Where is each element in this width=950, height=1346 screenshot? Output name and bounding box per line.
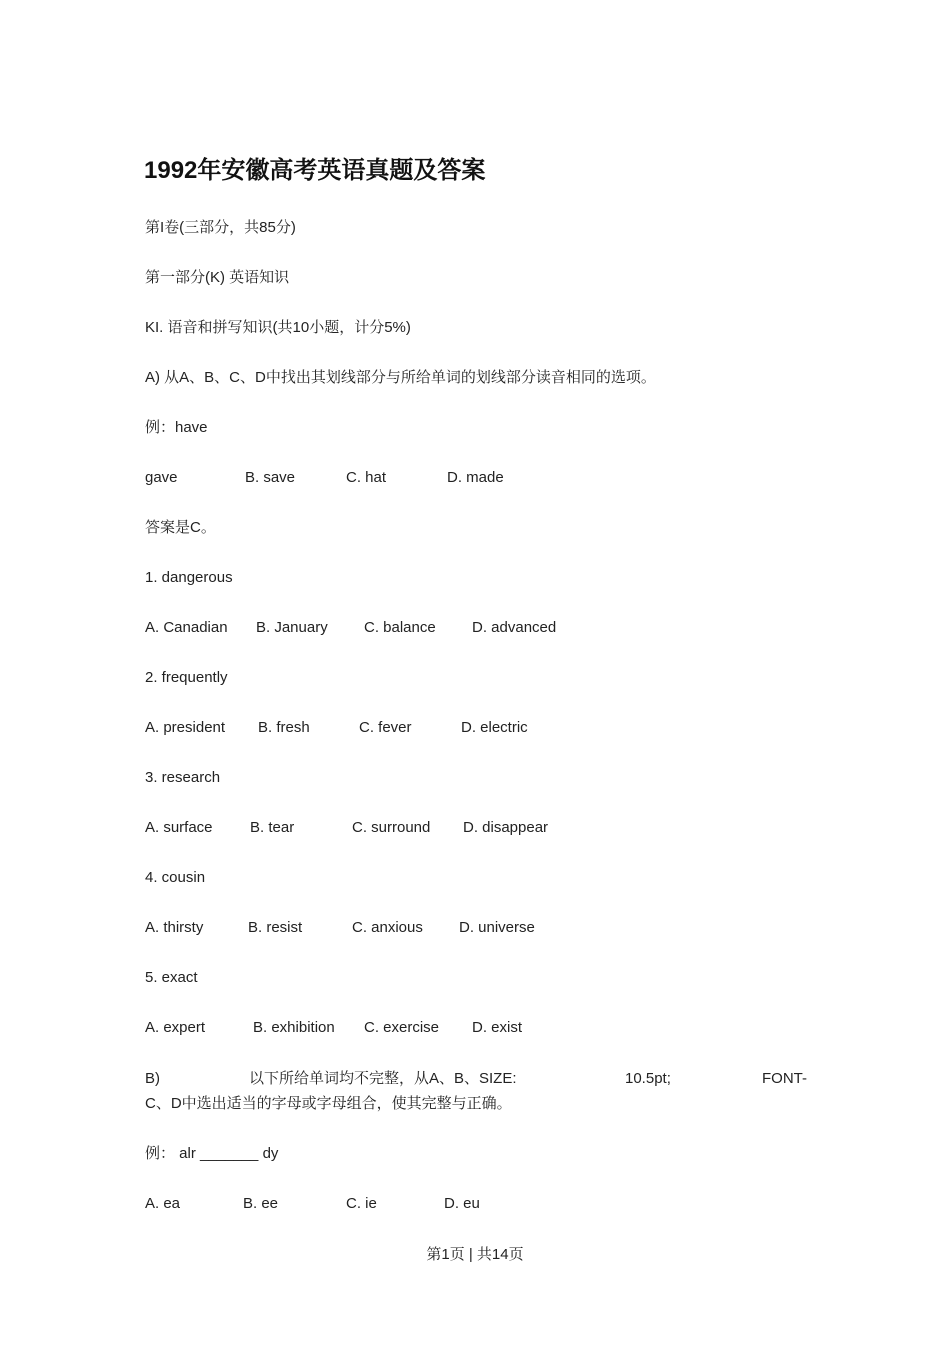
example-a-label: 例：have	[145, 419, 208, 436]
instruction-a: A) 从A、B、C、D中找出其划线部分与所给单词的划线部分读音相同的选项。	[145, 369, 656, 386]
question-options	[145, 918, 845, 938]
instruction-b-part: 10.5pt;	[625, 1070, 671, 1087]
instruction-b-part: 以下所给单词均不完整，从A、B、SIZE:	[249, 1070, 517, 1087]
option-text: D. exist	[472, 1019, 523, 1036]
section-heading: KI. 语音和拼写知识(共10小题，计分5%)	[145, 319, 411, 336]
option-text: D. disappear	[463, 819, 549, 836]
option-text: D. universe	[459, 919, 535, 936]
example-a-options	[145, 468, 845, 488]
question-options	[145, 618, 845, 638]
option-text: A. expert	[145, 1019, 206, 1036]
option-text: D. made	[447, 469, 504, 486]
option-text: A. ea	[145, 1195, 181, 1212]
option-text: C. surround	[352, 819, 431, 836]
question-stem: 2. frequently	[145, 669, 228, 686]
page-footer: 第1页 | 共14页	[426, 1246, 524, 1263]
document-title: 1992年安徽高考英语真题及答案	[144, 157, 486, 184]
option-text: C. exercise	[364, 1019, 440, 1036]
question-options	[145, 1018, 845, 1038]
option-text: A. president	[145, 719, 226, 736]
volume-heading: 第I卷(三部分，共85分)	[145, 219, 296, 236]
option-text: B. resist	[248, 919, 303, 936]
option-text: A. thirsty	[145, 919, 204, 936]
option-text: C. fever	[359, 719, 412, 736]
option-text: gave	[145, 469, 178, 486]
question-stem: 5. exact	[145, 969, 198, 986]
example-b-label: 例： alr _______ dy	[145, 1145, 279, 1162]
question-stem: 4. cousin	[145, 869, 206, 886]
option-text: C. ie	[346, 1195, 377, 1212]
option-text: C. balance	[364, 619, 436, 636]
option-text: C. anxious	[352, 919, 423, 936]
option-text: D. advanced	[472, 619, 557, 636]
option-text: B. exhibition	[253, 1019, 335, 1036]
option-text: A. Canadian	[145, 619, 228, 636]
instruction-b-line2: C、D中选出适当的字母或字母组合，使其完整与正确。	[145, 1095, 512, 1112]
question-stem: 1. dangerous	[145, 569, 233, 586]
question-options	[145, 818, 845, 838]
option-text: B. ee	[243, 1195, 279, 1212]
instruction-b-part: B)	[145, 1070, 160, 1087]
instruction-b-part: FONT-	[762, 1070, 807, 1087]
example-a-answer: 答案是C。	[145, 519, 216, 536]
option-text: D. eu	[444, 1195, 480, 1212]
option-text: B. January	[256, 619, 328, 636]
option-text: B. save	[245, 469, 296, 486]
option-text: D. electric	[461, 719, 528, 736]
option-text: B. tear	[250, 819, 295, 836]
part-heading: 第一部分(K) 英语知识	[145, 269, 290, 286]
example-b-options	[145, 1194, 845, 1214]
option-text: B. fresh	[258, 719, 310, 736]
instruction-b-line1	[145, 1069, 807, 1089]
option-text: A. surface	[145, 819, 213, 836]
option-text: C. hat	[346, 469, 387, 486]
question-options	[145, 718, 845, 738]
question-stem: 3. research	[145, 769, 221, 786]
